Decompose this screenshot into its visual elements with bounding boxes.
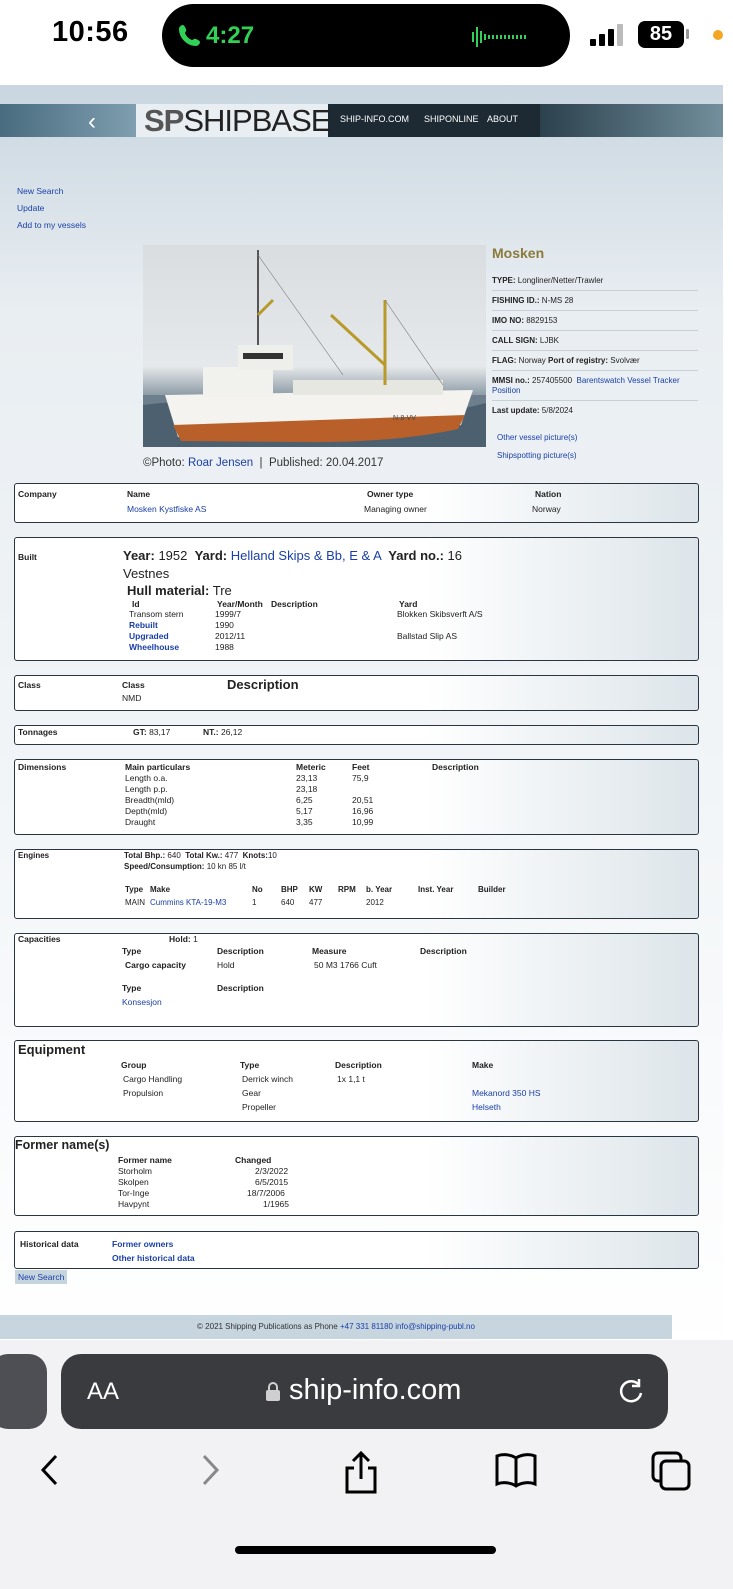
- col-header: Measure: [312, 946, 347, 956]
- year-label: Year:: [123, 548, 155, 563]
- speed-consumption: [124, 862, 246, 871]
- other-pictures-link[interactable]: Other vessel picture(s): [497, 433, 578, 442]
- nav-shiponline[interactable]: SHIPONLINE: [424, 114, 479, 124]
- col-header: Description: [217, 946, 264, 956]
- reader-options-button[interactable]: AA: [87, 1378, 120, 1405]
- hull-value: Tre: [212, 583, 232, 598]
- photographer-link[interactable]: Roar Jensen: [187, 457, 254, 469]
- bookmarks-icon[interactable]: [494, 1450, 538, 1490]
- yardno-value: 16: [447, 548, 462, 563]
- dynamic-island[interactable]: [162, 4, 570, 67]
- engines-section: [14, 849, 699, 919]
- battery-nub: [686, 29, 689, 39]
- tabs-icon[interactable]: [650, 1450, 692, 1492]
- col-header: Type: [240, 1060, 260, 1070]
- fishing-label: FISHING ID.:: [492, 296, 540, 305]
- call-label: CALL SIGN:: [492, 336, 538, 345]
- dim-m: 3,35: [296, 817, 313, 827]
- shipspotting-link[interactable]: Shipspotting picture(s): [497, 451, 577, 460]
- year-value: 1952: [158, 548, 188, 563]
- type-value: Longliner/Netter/Trawler: [517, 276, 604, 285]
- former-name: Storholm: [118, 1166, 153, 1176]
- built-section: [14, 537, 699, 661]
- hold-count: [169, 934, 198, 944]
- reload-icon[interactable]: [617, 1376, 647, 1406]
- hull-marking: N-8-VV: [393, 415, 416, 422]
- update-value: 5/8/2024: [541, 406, 573, 415]
- status-bar: [0, 0, 733, 68]
- back-chevron-icon[interactable]: ‹: [88, 108, 96, 135]
- phone-icon: [178, 23, 202, 47]
- new-search-bottom-link[interactable]: New Search: [15, 1270, 67, 1284]
- company-section: [14, 483, 699, 523]
- knots-label: Knots:: [242, 851, 268, 860]
- former-changed: 1/1965: [263, 1199, 289, 1209]
- former-owners-link[interactable]: Former owners: [112, 1239, 174, 1249]
- build-row-id: Transom stern: [129, 609, 184, 619]
- bhp-label: Total Bhp.:: [124, 851, 166, 860]
- update-link[interactable]: Update: [17, 203, 45, 213]
- nav-ship-info[interactable]: SHIP-INFO.COM: [340, 114, 409, 124]
- equip-make-link[interactable]: Mekanord 350 HS: [472, 1088, 541, 1098]
- build-row-yard: Blokken Skibsverft A/S: [397, 609, 483, 619]
- dim-name: Length o.a.: [125, 773, 168, 783]
- home-indicator[interactable]: [235, 1546, 496, 1554]
- footer-email[interactable]: info@shipping-publ.no: [395, 1322, 475, 1331]
- col-header: Changed: [235, 1155, 272, 1165]
- footer-text: © 2021 Shipping Publications as Phone: [197, 1322, 338, 1331]
- class-value: NMD: [122, 693, 142, 703]
- col-header: Name: [127, 489, 151, 499]
- col-header: Description: [420, 946, 467, 956]
- dim-f: 75,9: [352, 773, 369, 783]
- address-bar[interactable]: [61, 1354, 668, 1429]
- clock: 10:56: [52, 16, 129, 48]
- banner-right-image: [540, 104, 723, 137]
- former-names-section: [14, 1136, 699, 1216]
- dim-m: 23,18: [296, 784, 318, 794]
- logo-text: SHIPBASE: [183, 103, 331, 138]
- section-label: Class: [18, 680, 41, 690]
- yard-link[interactable]: Helland Skips & Bb, E & A: [230, 548, 382, 563]
- col-header: Description: [432, 762, 479, 772]
- equip-group: Cargo Handling: [123, 1074, 183, 1084]
- vessel-name: Mosken: [492, 245, 545, 261]
- web-content: [0, 85, 723, 1355]
- fishing-id-row: [492, 291, 698, 311]
- call-sign-row: [492, 331, 698, 351]
- section-label: Former name(s): [15, 1138, 110, 1152]
- engine-year: 2012: [366, 898, 384, 907]
- hold-value: 1: [193, 934, 198, 944]
- flag-row: [492, 351, 698, 371]
- picture-links: [492, 429, 698, 465]
- engine-bhp: 640: [281, 898, 295, 907]
- kw-value: 477: [224, 851, 239, 860]
- hold-label: Hold:: [169, 934, 191, 944]
- col-header: RPM: [338, 885, 356, 894]
- last-update-row: [492, 401, 698, 420]
- equip-type: Propeller: [242, 1102, 277, 1112]
- build-row-yard: Ballstad Slip AS: [397, 631, 458, 641]
- col-header: No: [252, 885, 263, 894]
- col-header: Meteric: [296, 762, 326, 772]
- engine-totals: [124, 851, 277, 860]
- side-links: [17, 183, 86, 234]
- imo-label: IMO NO:: [492, 316, 524, 325]
- section-label: Capacities: [18, 934, 61, 944]
- published-date: Published: 20.04.2017: [268, 457, 384, 469]
- yard-label: Yard:: [194, 548, 228, 563]
- gt-label: GT:: [133, 727, 147, 737]
- page-footer: [0, 1315, 672, 1339]
- build-row-ym: 1990: [215, 620, 234, 630]
- mmsi-label: MMSI no.:: [492, 376, 530, 385]
- col-header: Description: [217, 983, 264, 993]
- dim-m: 6,25: [296, 795, 313, 805]
- equip-desc: 1x 1,1 t: [337, 1074, 365, 1084]
- gt: [133, 727, 170, 737]
- share-icon[interactable]: [343, 1450, 379, 1496]
- equip-type: Derrick winch: [242, 1074, 294, 1084]
- col-header: Inst. Year: [418, 885, 454, 894]
- imo-value: 8829153: [526, 316, 558, 325]
- hull-material: [127, 583, 232, 598]
- equip-type: Gear: [242, 1088, 261, 1098]
- konsesjon-link[interactable]: Konsesjon: [122, 997, 162, 1007]
- vessel-photo[interactable]: [143, 245, 486, 447]
- nation: Norway: [532, 504, 561, 514]
- equip-group: Propulsion: [123, 1088, 164, 1098]
- historical-section: [14, 1231, 699, 1269]
- footer-phone[interactable]: +47 331 81180: [339, 1322, 393, 1331]
- flag-label: FLAG:: [492, 356, 517, 365]
- dim-f: 20,51: [352, 795, 374, 805]
- fishing-value: N-MS 28: [541, 296, 574, 305]
- update-label: Last update:: [492, 406, 540, 415]
- imo-row: [492, 311, 698, 331]
- site-logo[interactable]: [136, 103, 331, 138]
- rebuilt-link[interactable]: Rebuilt: [129, 620, 158, 630]
- section-label: Dimensions: [18, 762, 67, 772]
- col-header: Nation: [535, 489, 562, 499]
- section-label: Historical data: [20, 1239, 79, 1249]
- engine-make-link[interactable]: Cummins KTA-19-M3: [150, 898, 227, 907]
- wheelhouse-link[interactable]: Wheelhouse: [129, 642, 180, 652]
- url-text[interactable]: ship-info.com: [289, 1374, 462, 1406]
- mic-indicator-dot: [713, 30, 723, 40]
- former-changed: 6/5/2015: [255, 1177, 289, 1187]
- engine-kw: 477: [309, 898, 323, 907]
- dim-f: 10,99: [352, 817, 374, 827]
- banner-left-image: [0, 104, 136, 137]
- col-header: Class: [122, 680, 145, 690]
- col-header: Id: [132, 599, 140, 609]
- former-name: Havpynt: [118, 1199, 150, 1209]
- build-row-ym: 1999/7: [215, 609, 241, 619]
- lock-icon: [265, 1382, 281, 1402]
- call-timer: 4:27: [206, 22, 255, 49]
- former-name: Skolpen: [118, 1177, 149, 1187]
- nav-about[interactable]: ABOUT: [487, 114, 519, 124]
- mmsi-row: [492, 371, 698, 401]
- built-summary: [123, 548, 462, 563]
- credit-separator: |: [259, 457, 263, 469]
- new-search-link[interactable]: New Search: [17, 186, 64, 196]
- col-header: Description: [271, 599, 318, 609]
- ship-illustration: [143, 245, 486, 447]
- dimensions-section: [14, 759, 699, 835]
- back-icon[interactable]: [36, 1450, 66, 1490]
- class-section: [14, 675, 699, 711]
- col-header: Group: [121, 1060, 147, 1070]
- capacity-type: Cargo capacity: [125, 960, 186, 970]
- equipment-section: [14, 1040, 699, 1122]
- yardno-label: Yard no.:: [388, 548, 444, 563]
- col-header: Yard: [399, 599, 418, 609]
- engine-no: 1: [252, 898, 257, 907]
- col-header: Make: [472, 1060, 494, 1070]
- kw-label: Total Kw.:: [185, 851, 223, 860]
- type-label: TYPE:: [492, 276, 516, 285]
- nt-value: 26,12: [220, 727, 243, 737]
- col-header: Type: [122, 946, 142, 956]
- battery-icon: 85: [638, 21, 684, 48]
- other-historical-link[interactable]: Other historical data: [112, 1253, 195, 1263]
- forward-icon[interactable]: [195, 1450, 225, 1490]
- port-value: Svolvær: [610, 356, 640, 365]
- hull-label: Hull material:: [127, 583, 210, 598]
- dim-f: 16,96: [352, 806, 374, 816]
- former-changed: 2/3/2022: [255, 1166, 289, 1176]
- cellular-signal-icon: [590, 24, 624, 46]
- call-value: LJBK: [539, 336, 559, 345]
- col-header: Year/Month: [217, 599, 263, 609]
- col-header: KW: [309, 885, 323, 894]
- col-header: Main particulars: [125, 762, 191, 772]
- section-label: Tonnages: [18, 727, 58, 737]
- port-label: Port of registry:: [548, 356, 609, 365]
- company-name-link[interactable]: Mosken Kystfiske AS: [127, 504, 207, 514]
- col-header: Type: [122, 983, 142, 993]
- equip-make-link[interactable]: Helseth: [472, 1102, 501, 1112]
- bhp-value: 640: [167, 851, 181, 860]
- dim-m: 5,17: [296, 806, 313, 816]
- tracker-link[interactable]: Barentswatch Vessel Tracker Position: [492, 376, 680, 395]
- nt: [203, 727, 242, 737]
- audio-wave-icon: [472, 26, 542, 48]
- former-changed: 18/7/2006: [247, 1188, 285, 1198]
- dim-name: Breadth(mld): [125, 795, 175, 805]
- col-header: Type: [125, 885, 144, 894]
- section-label: Company: [18, 489, 57, 499]
- col-header: Builder: [478, 885, 506, 894]
- build-row-ym: 1988: [215, 642, 234, 652]
- col-header: Description: [335, 1060, 382, 1070]
- col-header: Former name: [118, 1155, 172, 1165]
- build-row-ym: 2012/11: [215, 631, 246, 641]
- previous-tab-preview[interactable]: [0, 1354, 47, 1429]
- owner-type: Managing owner: [364, 504, 427, 514]
- mmsi-value: 257405500: [532, 376, 573, 385]
- vessel-info-panel: [492, 245, 698, 465]
- dim-name: Length p.p.: [125, 784, 168, 794]
- add-to-vessels-link[interactable]: Add to my vessels: [17, 220, 86, 230]
- gt-value: 83,17: [149, 727, 171, 737]
- logo-sp: SP: [144, 103, 184, 138]
- section-label: Equipment: [18, 1042, 86, 1057]
- credit-prefix: ©Photo:: [143, 457, 185, 469]
- built-place: Vestnes: [123, 566, 170, 581]
- knots-value: 10: [267, 851, 277, 860]
- former-name: Tor-Inge: [118, 1188, 150, 1198]
- capacity-measure: 50 M3 1766 Cuft: [314, 960, 377, 970]
- dim-m: 23,13: [296, 773, 318, 783]
- tonnages-section: [14, 725, 699, 745]
- section-label: Engines: [18, 851, 50, 860]
- site-banner: [0, 104, 723, 137]
- upgraded-link[interactable]: Upgraded: [129, 631, 169, 641]
- col-header: Feet: [352, 762, 370, 772]
- col-header: b. Year: [366, 885, 393, 894]
- section-label: Built: [18, 552, 37, 562]
- col-header: BHP: [281, 885, 298, 894]
- speed-label: Speed/Consumption:: [124, 862, 205, 871]
- dim-name: Draught: [125, 817, 156, 827]
- flag-value: Norway: [518, 356, 546, 365]
- nt-label: NT.:: [203, 727, 219, 737]
- photo-credit: [143, 457, 383, 469]
- type-row: [492, 271, 698, 291]
- capacities-section: [14, 933, 699, 1027]
- col-header: Make: [150, 885, 171, 894]
- capacity-desc: Hold: [217, 960, 235, 970]
- col-header: Description: [227, 677, 299, 692]
- col-header: Owner type: [367, 489, 414, 499]
- engine-type: MAIN: [125, 898, 145, 907]
- speed-value: 10 kn 85 l/t: [206, 862, 246, 871]
- dim-name: Depth(mld): [125, 806, 168, 816]
